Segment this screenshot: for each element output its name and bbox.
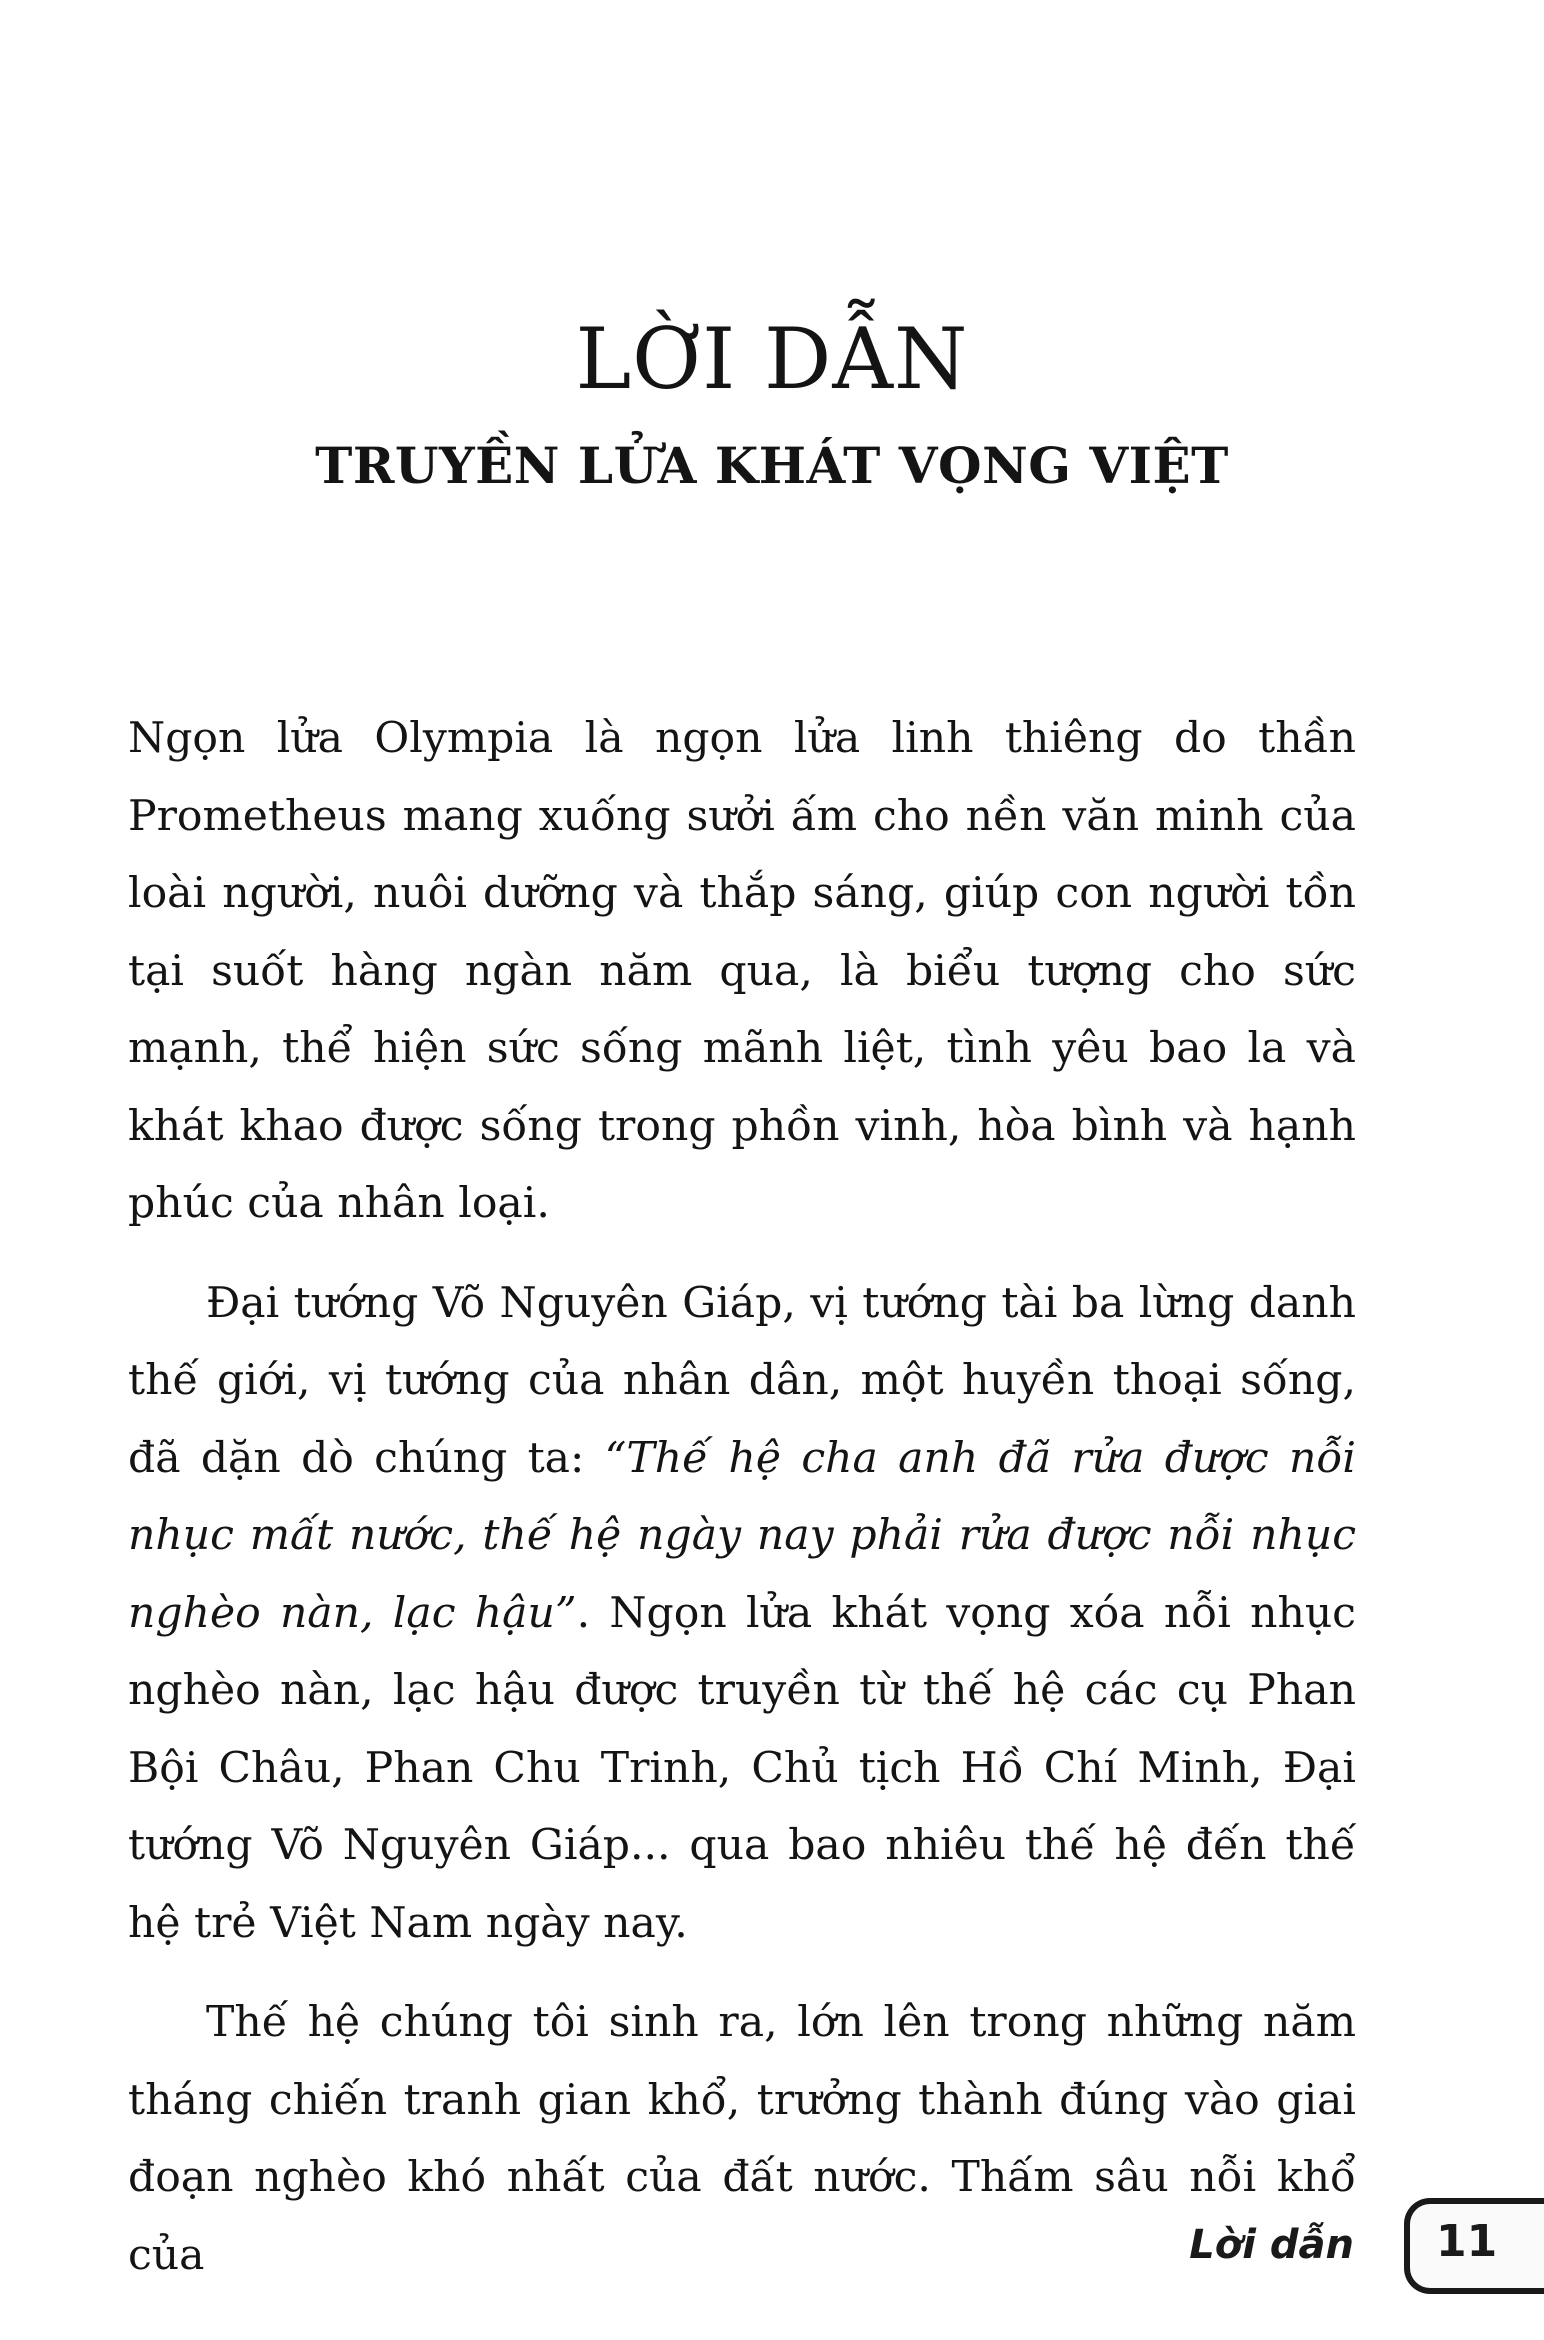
page-title: LỜI DẪN bbox=[575, 310, 969, 408]
paragraph-2-quote: “Thế hệ cha anh đã rửa được nỗi nhục mất nước, thế hệ ngày nay phải rửa được nỗi nhục nghèo nàn, lạc hậu” bbox=[128, 1433, 1356, 1638]
page-footer bbox=[1144, 2190, 1544, 2310]
paragraph-2 bbox=[128, 1265, 1356, 1963]
body-text bbox=[128, 700, 1356, 2316]
paragraph-2-rest: . Ngọn lửa khát vọng xóa nỗi nhục nghèo nàn, lạc hậu được truyền từ thế hệ các cụ Phan Bội Châu, Phan Chu Trinh, Chủ tịch Hồ Chí Minh, Đại tướng Võ Nguyên Giáp... qua bao nhiêu thế hệ đến thế hệ trẻ Việt Nam ngày nay. bbox=[128, 1588, 1356, 1948]
running-footer-label: Lời dẫn bbox=[1189, 2222, 1354, 2268]
page-number-tab bbox=[1404, 2198, 1544, 2294]
paragraph-2-intro: Đại tướng Võ Nguyên Giáp, vị tướng tài ba lừng danh thế giới, vị tướng của nhân dân, một huyền thoại sống, đã dặn dò chúng ta: bbox=[128, 1278, 1356, 1483]
page-number: 11 bbox=[1436, 2216, 1498, 2267]
paragraph-3: Thế hệ chúng tôi sinh ra, lớn lên trong những năm tháng chiến tranh gian khổ, trưởng thành đúng vào giai đoạn nghèo khó nhất của đất nước. Thấm sâu nỗi khổ của bbox=[128, 1998, 1356, 2280]
paragraph-1: Ngọn lửa Olympia là ngọn lửa linh thiêng do thần Prometheus mang xuống sưởi ấm cho nền văn minh của loài người, nuôi dưỡng và thắp sáng, giúp con người tồn tại suốt hàng ngàn năm qua, là biểu tượng cho sức mạnh, thể hiện sức sống mãnh liệt, tình yêu bao la và khát khao được sống trong phồn vinh, hòa bình và hạnh phúc của nhân loại. bbox=[128, 714, 1356, 1228]
page-subtitle: TRUYỀN LỬA KHÁT VỌNG VIỆT bbox=[315, 436, 1229, 495]
